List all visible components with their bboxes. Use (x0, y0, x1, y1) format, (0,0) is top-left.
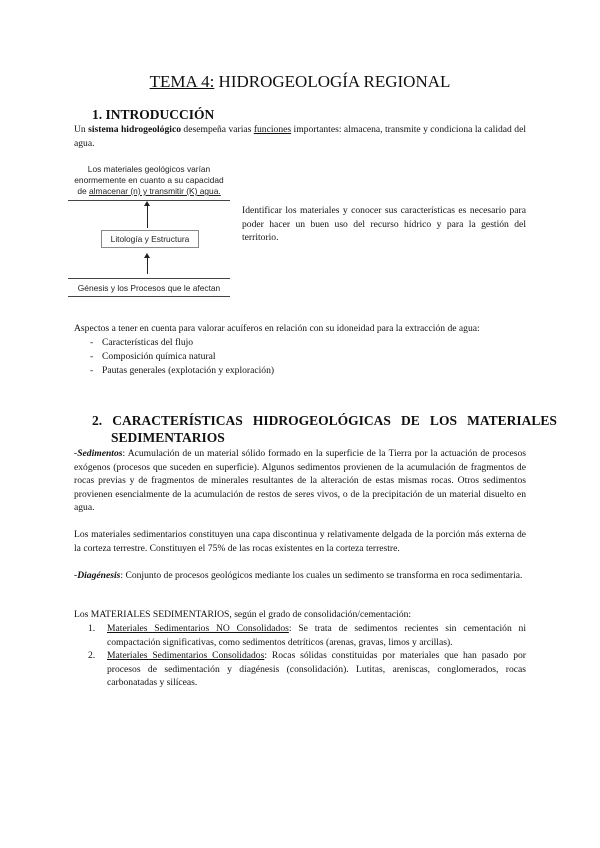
aspects-intro: Aspectos a tener en cuenta para valorar acuíferos en relación con su idoneidad para la extracción de agua: (74, 323, 480, 334)
section1-heading: 1. INTRODUCCIÓN (92, 107, 215, 122)
term-funciones: funciones (253, 124, 292, 135)
list-item: 1. Materiales Sedimentarios NO Consolidados: Se trata de sedimentos recientes sin cementación ni compactación significativas, como sedimentos detríticos (arenas, gravas, limos y arcillas). (88, 623, 527, 648)
side-text: Identificar los materiales y conocer sus características es necesario para poder hacer un buen uso del recurso hídrico y para la gestión del territorio. (242, 205, 526, 244)
section2-heading-cont: SEDIMENTARIOS (111, 430, 225, 445)
diagram-divider (68, 296, 230, 297)
materials-intro: Los MATERIALES SEDIMENTARIOS, según el grado de consolidación/cementación: (74, 609, 412, 620)
diagenesis-paragraph: -Diagénesis: Conjunto de procesos geológicos mediante los cuales un sedimento se transforma en roca sedimentaria. (74, 570, 523, 581)
term-sedimentos: -Sedimentos (74, 448, 123, 459)
term-sistema: sistema hidrogeológico (88, 124, 182, 135)
list-item: - Características del flujo (74, 336, 514, 350)
diagram-top-box: Los materiales geológicos varían enormemente en cuanto a su capacidad de almacenar (n) y transmitir (K) agua. (74, 164, 224, 196)
title-rest: HIDROGEOLOGÍA REGIONAL (214, 72, 451, 91)
arrow-shaft (147, 205, 148, 228)
title-prefix: TEMA 4: (149, 72, 215, 91)
intro-diagram (68, 160, 230, 300)
diagram-divider (68, 278, 230, 279)
diagram-middle-box: Litología y Estructura (101, 230, 199, 248)
list-item: 2. Materiales Sedimentarios Consolidados: Rocas sólidas constituidas por materiales que han pasado por procesos de sedimentación y diagénesis (consolidación). Lutitas, areniscas, conglomerados, rocas carbonatadas y silíceas. (88, 650, 526, 689)
list-item: - Pautas generales (explotación y exploración) (74, 364, 514, 378)
section2-heading: 2. CARACTERÍSTICAS HIDROGEOLÓGICAS DE LOS MATERIALES (92, 413, 557, 428)
list-item: - Composición química natural (74, 350, 514, 364)
sedimentos-paragraph: -Sedimentos: Acumulación de un material sólido formado en la superficie de la Tierra por la actuación de procesos exógenos (procesos que suceden en superficie). Algunos sedimentos provienen de la acumulación de fragmentos de rocas previas y de fragmentos de minerales resultantes de la alteración de estas mismas rocas. Otros sedimentos provienen esencialmente de la acumulación de restos de seres vivos, o de la precipitación de un material disuelto en agua. (74, 448, 526, 514)
intro-paragraph: Un sistema hidrogeológico desempeña varias funciones importantes: almacena, transmite y condiciona la calidad del agua. (74, 124, 526, 149)
aspects-list (74, 336, 514, 378)
materials-list (74, 622, 526, 690)
diagram-bottom-box: Génesis y los Procesos que le afectan (77, 283, 221, 293)
materiales-paragraph: Los materiales sedimentarios constituyen una capa discontinua y relativamente delgada de la porción más externa de la corteza terrestre. Constituyen el 75% de las rocas existentes en la corteza terrestre. (74, 529, 526, 554)
page-title (0, 72, 600, 92)
arrow-shaft (147, 257, 148, 274)
term-diagenesis: -Diagénesis (74, 570, 121, 581)
